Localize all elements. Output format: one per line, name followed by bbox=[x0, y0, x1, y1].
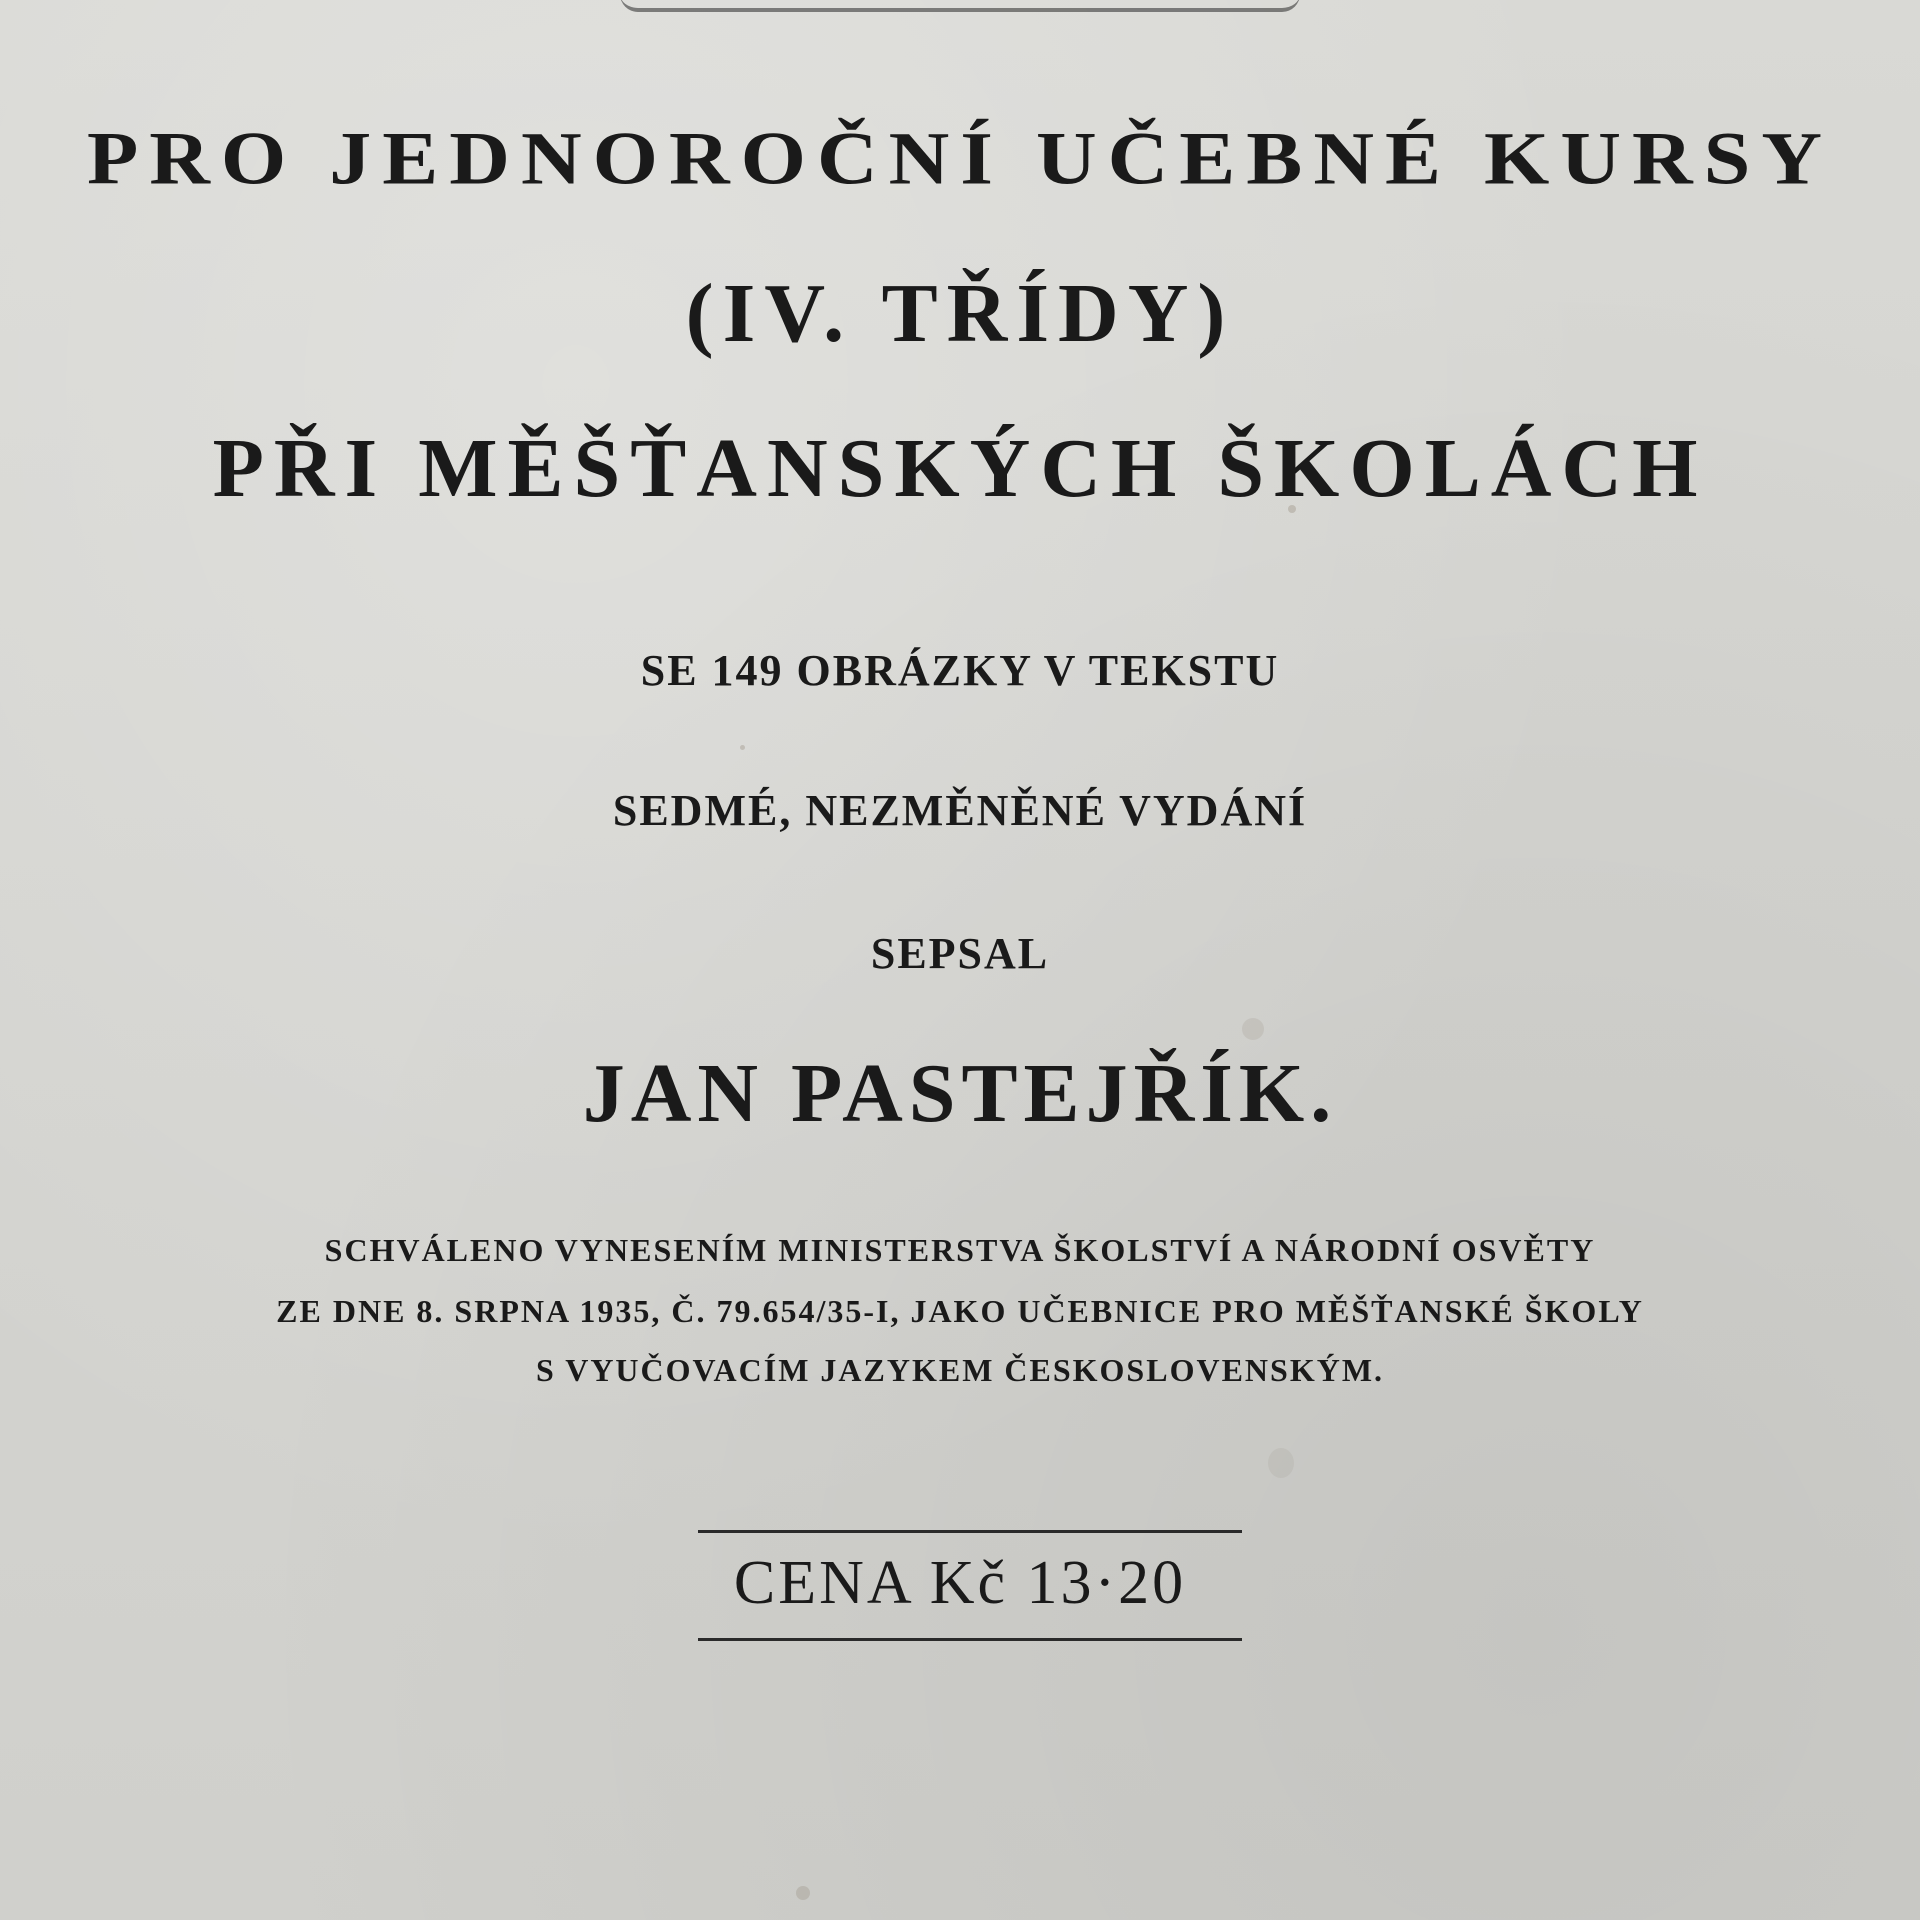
paper-speck bbox=[1268, 1448, 1294, 1478]
approval-line-3: S VYUČOVACÍM JAZYKEM ČESKOSLOVENSKÝM. bbox=[535, 1352, 1385, 1388]
cropped-bracket-fragment bbox=[620, 0, 1300, 12]
price-rule-top bbox=[698, 1530, 1242, 1533]
approval-line-2: ZE DNE 8. SRPNA 1935, Č. 79.654/35-I, JAKO UČEBNICE PRO MĚŠŤANSKÉ ŠKOLY bbox=[276, 1293, 1644, 1329]
approval-line-1: SCHVÁLENO VYNESENÍM MINISTERSTVA ŠKOLSTVÍ A NÁRODNÍ OSVĚTY bbox=[324, 1232, 1596, 1268]
title-line-1: PRO JEDNOROČNÍ UČEBNÉ KURSY bbox=[86, 116, 1834, 201]
price-label: CENA Kč 13·20 bbox=[733, 1549, 1187, 1617]
paper-speck bbox=[1242, 1018, 1264, 1040]
author-name: JAN PASTEJŘÍK. bbox=[582, 1047, 1338, 1140]
edition-note: SEDMÉ, NEZMĚNĚNÉ VYDÁNÍ bbox=[612, 786, 1308, 835]
title-line-3: PŘI MĚŠŤANSKÝCH ŠKOLÁCH bbox=[212, 422, 1708, 515]
paper-speck bbox=[796, 1886, 810, 1900]
compiled-by-label: SEPSAL bbox=[870, 929, 1050, 978]
illustrations-note: SE 149 OBRÁZKY V TEKSTU bbox=[640, 646, 1280, 695]
paper-speck bbox=[740, 745, 745, 750]
price-rule-bottom bbox=[698, 1638, 1242, 1641]
title-line-2: (IV. TŘÍDY) bbox=[685, 267, 1235, 360]
